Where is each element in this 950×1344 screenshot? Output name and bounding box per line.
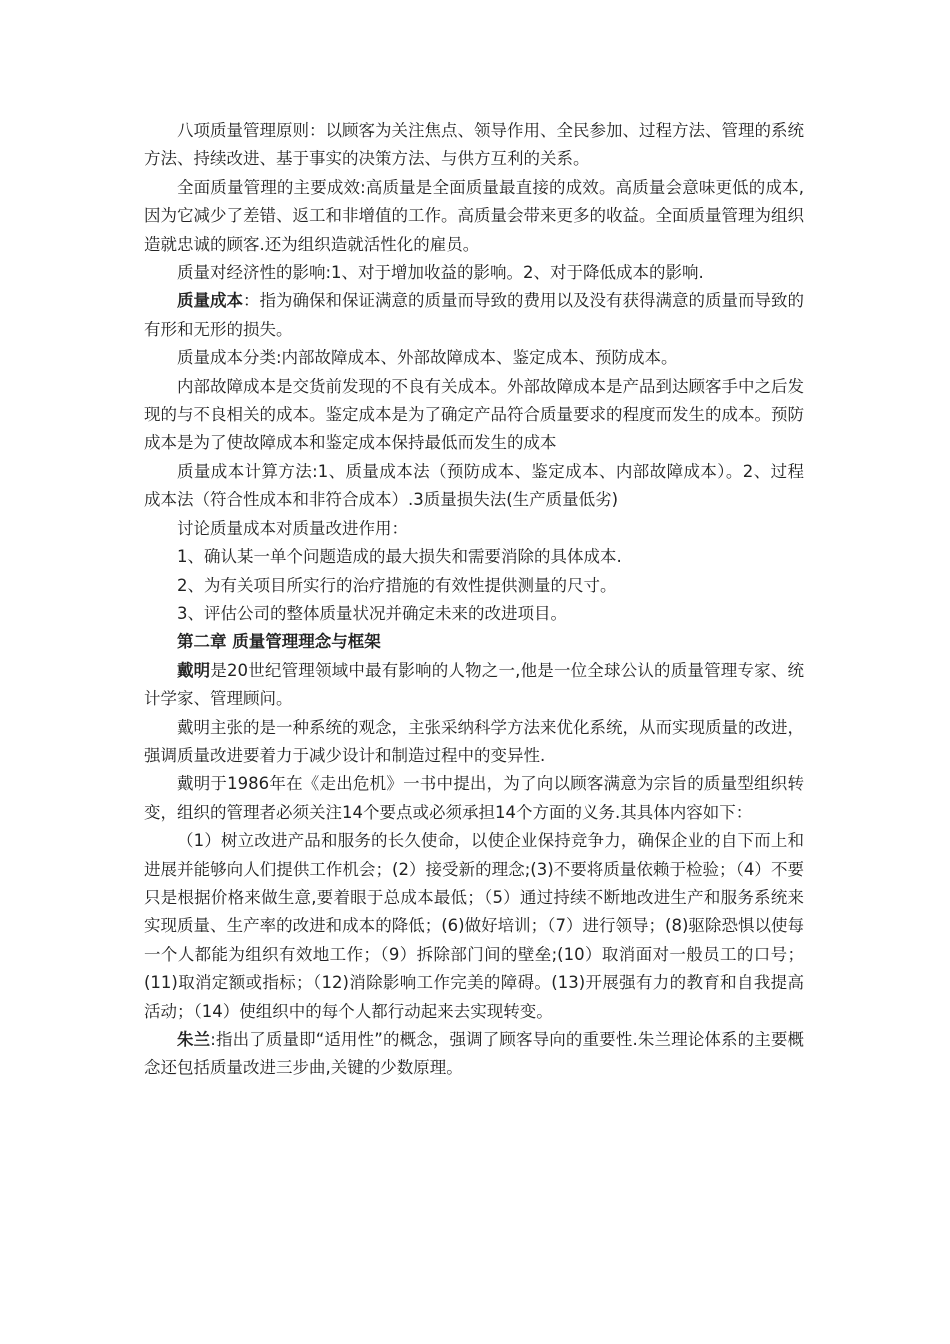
- juran-description: :指出了质量即“适用性”的概念，强调了顾客导向的重要性.朱兰理论体系的主要概念还包括质量改进三步曲,关键的少数原理。: [144, 1030, 804, 1078]
- discussion-list: [144, 543, 804, 628]
- document-page: [144, 117, 804, 1083]
- paragraph-deming-14-points: （1）树立改进产品和服务的长久使命，以使企业保持竞争力，确保企业的自下而上和进展并能够向人们提供工作机会；(2）接受新的理念;(3)不要将质量依赖于检验；（4）不要只是根据价格来做生意,要着眼于总成本最低；（5）通过持续不断地改进生产和服务系统来实现质量、生产率的改进和成本的降低；(6)做好培训；（7）进行领导；(8)驱除恐惧以使每一个人都能为组织有效地工作；（9）拆除部门间的壁垒;(10）取消面对一般员工的口号；(11)取消定额或指标；（12)消除影响工作完美的障碍。(13)开展强有力的教育和自我提高活动；（14）使组织中的每个人都行动起来去实现转变。: [144, 831, 804, 1021]
- paragraph-quality-cost-definition: [144, 287, 804, 344]
- paragraph-discussion-intro: 讨论质量成本对质量改进作用：: [177, 518, 408, 538]
- paragraph-quality-cost-categories: 质量成本分类:内部故障成本、外部故障成本、鉴定成本、预防成本。: [177, 348, 678, 368]
- paragraph-juran: [144, 1026, 804, 1083]
- paragraph-quality-economy: 质量对经济性的影响:1、对于增加收益的影响。2、对于降低成本的影响.: [177, 263, 704, 283]
- paragraph-deming-system-view: 戴明主张的是一种系统的观念，主张采纳科学方法来优化系统，从而实现质量的改进，强调质量改进要着力于减少设计和制造过程中的变异性.: [144, 717, 804, 765]
- list-item: 1、确认某一单个问题造成的最大损失和需要消除的具体成本.: [177, 547, 622, 567]
- list-item: 3、评估公司的整体质量状况并确定未来的改进项目。: [177, 603, 567, 623]
- paragraph-deming-intro: [144, 657, 804, 714]
- chapter-heading: 第二章 质量管理理念与框架: [177, 632, 381, 652]
- term-juran: 朱兰: [177, 1030, 211, 1049]
- paragraph-quality-principles: 八项质量管理原则：以顾客为关注焦点、领导作用、全民参加、过程方法、管理的系统方法、持续改进、基于事实的决策方法、与供方互利的关系。: [144, 121, 804, 169]
- list-item: 2、为有关项目所实行的治疗措施的有效性提供测量的尺寸。: [177, 575, 617, 595]
- paragraph-cost-types-explained: 内部故障成本是交货前发现的不良有关成本。外部故障成本是产品到达顾客手中之后发现的与不良相关的成本。鉴定成本是为了确定产品符合质量要求的程度而发生的成本。预防成本是为了使故障成本和鉴定成本保持最低而发生的成本: [144, 376, 804, 453]
- deming-description: 是20世纪管理领域中最有影响的人物之一,他是一位全球公认的质量管理专家、统计学家、管理顾问。: [144, 660, 805, 709]
- paragraph-deming-14-points-intro: 戴明于1986年在《走出危机》一书中提出，为了向以顾客满意为宗旨的质量型组织转变，组织的管理者必须关注14个要点或必须承担14个方面的义务.其具体内容如下：: [144, 774, 804, 822]
- term-quality-cost: 质量成本: [177, 291, 243, 311]
- definition-quality-cost: ：指为确保和保证满意的质量而导致的费用以及没有获得满意的质量而导致的有形和无形的损失。: [144, 291, 804, 339]
- term-deming: 戴明: [177, 660, 211, 680]
- paragraph-cost-calculation-methods: 质量成本计算方法:1、质量成本法（预防成本、鉴定成本、内部故障成本）。2、过程成本法（符合性成本和非符合成本）.3质量损失法(生产质量低劣): [144, 461, 804, 510]
- paragraph-tqm-effects: 全面质量管理的主要成效:高质量是全面质量最直接的成效。高质量会意味更低的成本,因为它减少了差错、返工和非增值的工作。高质量会带来更多的收益。全面质量管理为组织造就忠诚的顾客.还为组织造就活性化的雇员。: [144, 177, 804, 254]
